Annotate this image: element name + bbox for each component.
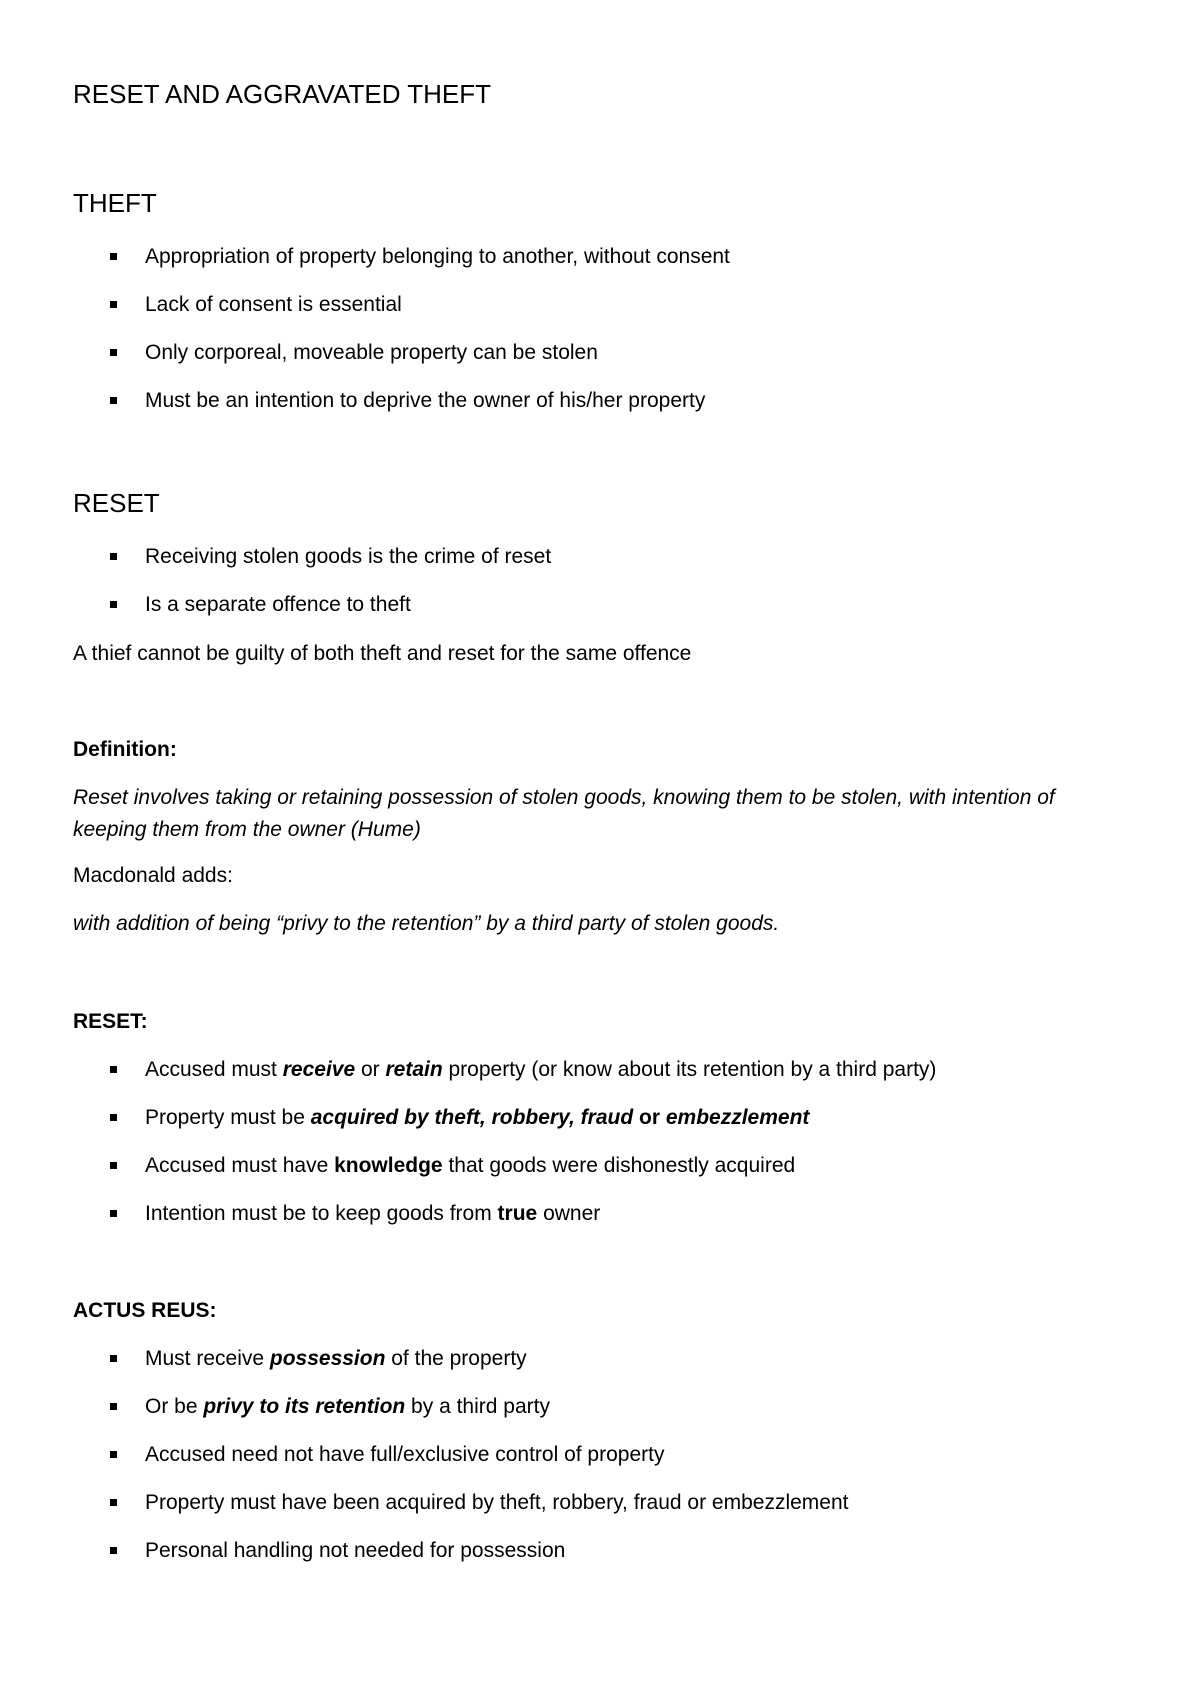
emphasis-embezzlement: embezzlement bbox=[665, 1106, 810, 1129]
bullet-icon bbox=[110, 1114, 117, 1121]
actus-reus-item-4: Property must have been acquired by theft, robbery, fraud or embezzlement bbox=[145, 1491, 849, 1514]
bullet-icon bbox=[110, 349, 117, 356]
text-run: of the property bbox=[385, 1347, 527, 1370]
theft-item-2: Lack of consent is essential bbox=[145, 293, 402, 316]
text-run-or: or bbox=[633, 1106, 666, 1129]
text-run: Accused must bbox=[145, 1058, 283, 1081]
emphasis-true: true bbox=[497, 1202, 538, 1225]
text-run: or bbox=[355, 1058, 386, 1081]
text-run: Or be bbox=[145, 1395, 204, 1418]
definition-text-line-2: keeping them from the owner (Hume) bbox=[73, 818, 421, 841]
bullet-icon bbox=[110, 601, 117, 608]
theft-item-4: Must be an intention to deprive the owner of his/her property bbox=[145, 389, 706, 412]
bullet-icon bbox=[110, 1355, 117, 1362]
actus-reus-label: ACTUS REUS: bbox=[73, 1299, 217, 1322]
text-run: Must receive bbox=[145, 1347, 270, 1370]
reset-element-3 bbox=[145, 1152, 795, 1180]
emphasis-knowledge: knowledge bbox=[334, 1154, 443, 1177]
text-run: Intention must be to keep goods from bbox=[145, 1202, 498, 1225]
bullet-icon bbox=[110, 553, 117, 560]
text-run: that goods were dishonestly acquired bbox=[442, 1154, 796, 1177]
reset-heading: RESET bbox=[73, 488, 160, 518]
emphasis-retain: retain bbox=[385, 1058, 443, 1081]
text-run: owner bbox=[537, 1202, 601, 1225]
document-title: RESET AND AGGRAVATED THEFT bbox=[73, 79, 492, 109]
definition-label: Definition: bbox=[73, 738, 177, 761]
text-run: property (or know about its retention by a third party) bbox=[442, 1058, 937, 1081]
emphasis-possession: possession bbox=[269, 1347, 386, 1370]
text-run: by a third party bbox=[405, 1395, 550, 1418]
reset-element-1 bbox=[145, 1056, 936, 1084]
definition-text-line-1: Reset involves taking or retaining possession of stolen goods, knowing them to be stolen, with intention of bbox=[73, 786, 1055, 809]
reset-element-4 bbox=[145, 1200, 600, 1228]
bullet-icon bbox=[110, 1066, 117, 1073]
macdonald-text: with addition of being “privy to the retention” by a third party of stolen goods. bbox=[73, 912, 780, 935]
bullet-icon bbox=[110, 1403, 117, 1410]
macdonald-label: Macdonald adds: bbox=[73, 864, 233, 887]
actus-reus-item-2 bbox=[145, 1393, 550, 1421]
actus-reus-item-5: Personal handling not needed for possession bbox=[145, 1539, 566, 1562]
text-run: Accused must have bbox=[145, 1154, 335, 1177]
theft-item-3: Only corporeal, moveable property can be stolen bbox=[145, 341, 598, 364]
bullet-icon bbox=[110, 397, 117, 404]
theft-heading: THEFT bbox=[73, 188, 157, 218]
emphasis-acquired: acquired by theft, robbery, fraud bbox=[310, 1106, 634, 1129]
emphasis-receive: receive bbox=[282, 1058, 356, 1081]
emphasis-privy: privy to its retention bbox=[203, 1395, 406, 1418]
bullet-icon bbox=[110, 1162, 117, 1169]
text-run: Property must be bbox=[145, 1106, 311, 1129]
bullet-icon bbox=[110, 1547, 117, 1554]
bullet-icon bbox=[110, 301, 117, 308]
bullet-icon bbox=[110, 253, 117, 260]
reset-item-2: Is a separate offence to theft bbox=[145, 593, 411, 616]
bullet-icon bbox=[110, 1451, 117, 1458]
actus-reus-item-1 bbox=[145, 1345, 527, 1373]
bullet-icon bbox=[110, 1210, 117, 1217]
theft-item-1: Appropriation of property belonging to another, without consent bbox=[145, 245, 730, 268]
reset-item-1: Receiving stolen goods is the crime of reset bbox=[145, 545, 552, 568]
reset-note: A thief cannot be guilty of both theft and reset for the same offence bbox=[73, 642, 692, 665]
actus-reus-item-3: Accused need not have full/exclusive control of property bbox=[145, 1443, 665, 1466]
reset-elements-label: RESET: bbox=[73, 1010, 148, 1033]
bullet-icon bbox=[110, 1499, 117, 1506]
reset-element-2 bbox=[145, 1104, 809, 1132]
